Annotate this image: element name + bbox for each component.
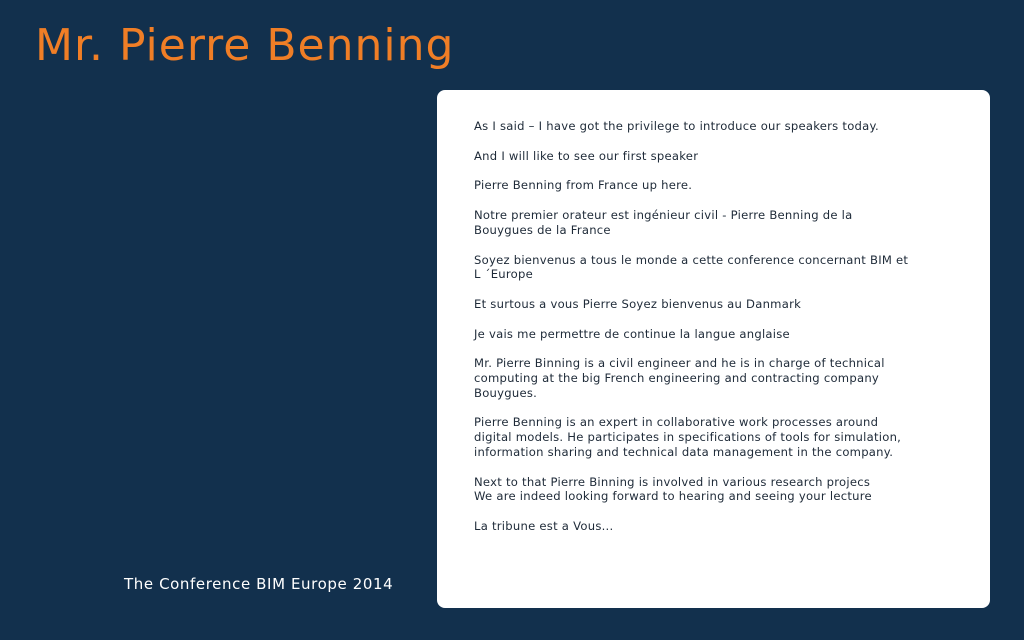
intro-paragraph: Pierre Benning from France up here. xyxy=(474,178,693,193)
intro-paragraph: And I will like to see our first speaker xyxy=(474,148,699,163)
intro-paragraph: La tribune est a Vous... xyxy=(474,518,614,533)
intro-paragraph: As I said – I have got the privilege to introduce our speakers today. xyxy=(474,119,879,133)
intro-paragraph: Next to that Pierre Binning is involved in various research projecs We are indeed looking forward to hearing and seeing your lecture xyxy=(474,474,872,504)
intro-paragraph: Notre premier orateur est ingénieur civil - Pierre Benning de la Bouygues de la France xyxy=(474,208,853,237)
conference-caption: The Conference BIM Europe 2014 xyxy=(124,575,394,593)
intro-paragraph: Et surtous a vous Pierre Soyez bienvenus au Danmark xyxy=(474,296,802,311)
speaker-introduction-panel xyxy=(437,90,990,608)
slide-title: Mr. Pierre Benning xyxy=(35,20,455,71)
intro-paragraph: Je vais me permettre de continue la langue anglaise xyxy=(474,326,790,341)
intro-paragraph: Pierre Benning is an expert in collaborative work processes around digital models. He participates in specifications of tools for simulation, information sharing and technical data management in the company. xyxy=(474,415,902,459)
intro-paragraph: Soyez bienvenus a tous le monde a cette conference concernant BIM et L ´Europe xyxy=(474,252,909,282)
intro-paragraph: Mr. Pierre Binning is a civil engineer and he is in charge of technical computing at the big French engineering and contracting company Bouygues. xyxy=(474,356,885,400)
